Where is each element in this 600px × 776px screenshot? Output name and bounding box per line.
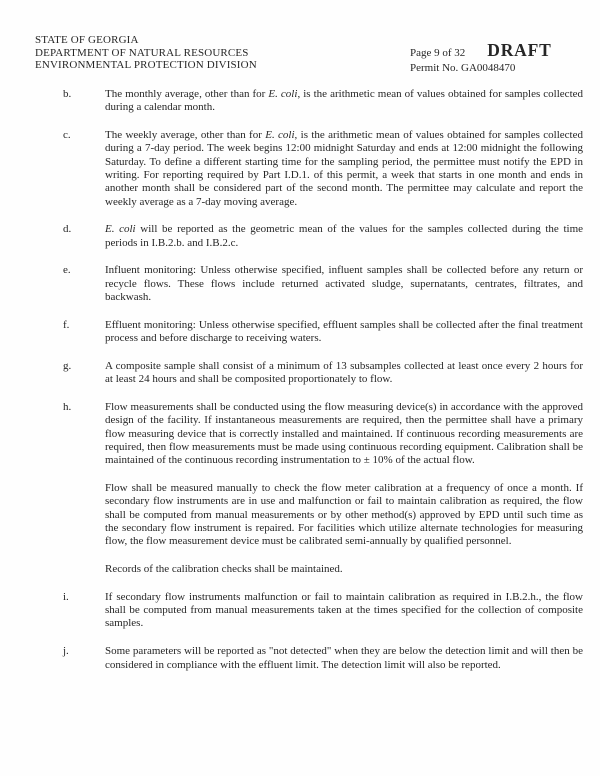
paragraph-row bbox=[63, 223, 583, 250]
paragraph-letter: g. bbox=[63, 359, 72, 372]
italic-text-segment: E. coli bbox=[105, 223, 136, 236]
agency-line-state: STATE OF GEORGIA bbox=[35, 34, 139, 46]
italic-text-segment: E. coli bbox=[265, 129, 295, 142]
paragraph-text bbox=[105, 223, 583, 250]
paragraph-letter: b. bbox=[63, 88, 72, 100]
paragraph-row bbox=[63, 129, 583, 209]
paragraph-row bbox=[63, 88, 583, 115]
paragraph-letter: f. bbox=[63, 318, 70, 331]
text-segment: If secondary flow instruments malfunction or fail to maintain calibration as required in I.B.2.h., the flow shall be computed from manual measurements taken at the times specified for the collection of composite samples. bbox=[105, 590, 583, 630]
text-segment: Effluent monitoring: Unless otherwise specified, effluent samples shall be collected after the final treatment process and before discharge to receiving waters. bbox=[105, 318, 583, 345]
page-info-block bbox=[410, 42, 552, 75]
italic-text-segment: E. coli bbox=[268, 88, 298, 100]
paragraph-row bbox=[63, 563, 583, 576]
paragraph-text bbox=[105, 360, 583, 387]
text-segment: A composite sample shall consist of a minimum of 13 subsamples collected at least once every 2 hours for at least 24 hours and shall be composited proportionately to flow. bbox=[105, 359, 583, 386]
paragraph-text bbox=[105, 401, 583, 467]
paragraph-text bbox=[105, 264, 583, 304]
paragraph-letter: j. bbox=[63, 645, 69, 658]
paragraph-row bbox=[63, 360, 583, 387]
document-body bbox=[63, 88, 583, 686]
paragraph-letter: c. bbox=[63, 129, 71, 142]
paragraph-row bbox=[63, 645, 583, 672]
paragraph-row bbox=[63, 401, 583, 467]
page-number: Page 9 of 32 bbox=[410, 47, 466, 59]
text-segment: Influent monitoring: Unless otherwise specified, influent samples shall be collected before any return or recycle flows. These flows include returned activated sludge, supernatants, centrates, filtrates, and backwash. bbox=[105, 264, 583, 304]
text-segment: Flow measurements shall be conducted using the flow measuring device(s) in accordance with the approved design of the facility. If instantaneous measurements are required, then the permittee shall have a primary flow measuring device that is correctly installed and maintained. If continuous recording measurements are required, then flow measurements must be made using continuous recording equipment. Calibration shall be maintained of the continuous recording instrumentation to ± 10% of the actual flow. bbox=[105, 401, 583, 467]
agency-block bbox=[35, 34, 257, 72]
paragraph-letter bbox=[63, 482, 105, 548]
text-segment: Flow shall be measured manually to check the flow meter calibration at a frequency of once a month. If secondary flow instruments are in use and malfunction or fail to maintain calibration as required, the flow shall be computed from manual measurements or by other method(s) approved by EPD until such time as the secondary flow instrument is repaired. For facilities which utilize alternate technologies for measuring flow, the flow measurement device must be calibrated semi-annually by qualified personnel. bbox=[105, 482, 583, 548]
paragraph-letter: e. bbox=[63, 264, 71, 277]
paragraph-row bbox=[63, 319, 583, 346]
paragraph-text bbox=[105, 129, 583, 209]
paragraph-row bbox=[63, 591, 583, 631]
page-number-row bbox=[410, 42, 552, 60]
paragraph-letter: i. bbox=[63, 590, 69, 603]
permit-number: Permit No. GA0048470 bbox=[410, 62, 516, 74]
paragraph-letter bbox=[63, 563, 105, 576]
text-segment: will be reported as the geometric mean of the values for the samples collected during the time periods in I.B.2.b. and I.B.2.c. bbox=[105, 223, 584, 249]
text-segment: The weekly average, other than for bbox=[105, 129, 266, 142]
paragraph-text bbox=[105, 482, 583, 548]
text-segment: , is the arithmetic mean of values obtained for samples collected during a calendar month. bbox=[105, 88, 584, 114]
paragraph-letter: d. bbox=[63, 223, 72, 236]
paragraph-text bbox=[105, 88, 583, 115]
text-segment: The monthly average, other than for bbox=[105, 88, 269, 100]
text-segment: Records of the calibration checks shall be maintained. bbox=[105, 563, 343, 576]
paragraph-text bbox=[105, 591, 583, 631]
text-segment: Some parameters will be reported as "not detected" when they are below the detection limit and will then be considered in compliance with the effluent limit. The detection limit will also be reported. bbox=[105, 645, 583, 671]
draft-watermark: DRAFT bbox=[487, 40, 552, 60]
agency-line-department: DEPARTMENT OF NATURAL RESOURCES bbox=[35, 46, 249, 59]
agency-line-division: ENVIRONMENTAL PROTECTION DIVISION bbox=[35, 59, 257, 72]
paragraph-row bbox=[63, 482, 583, 548]
text-segment: , is the arithmetic mean of values obtained for samples collected during a 7-day period. The week begins 12:00 midnight Saturday and ends at 12:00 midnight the following Saturday. To define a different starting time for the sampling period, the permittee must notify the EPD in writing. For reporting required by Part I.D.1. of this permit, a week that starts in one month and ends in another month shall be considered part of the second month. The permittee may calculate and report the weekly average as a 7-day moving average. bbox=[105, 129, 583, 208]
paragraph-text bbox=[105, 563, 583, 576]
paragraph-text bbox=[105, 319, 583, 346]
paragraph-letter: h. bbox=[63, 401, 72, 414]
paragraph-row bbox=[63, 264, 583, 304]
paragraph-text bbox=[105, 645, 583, 672]
